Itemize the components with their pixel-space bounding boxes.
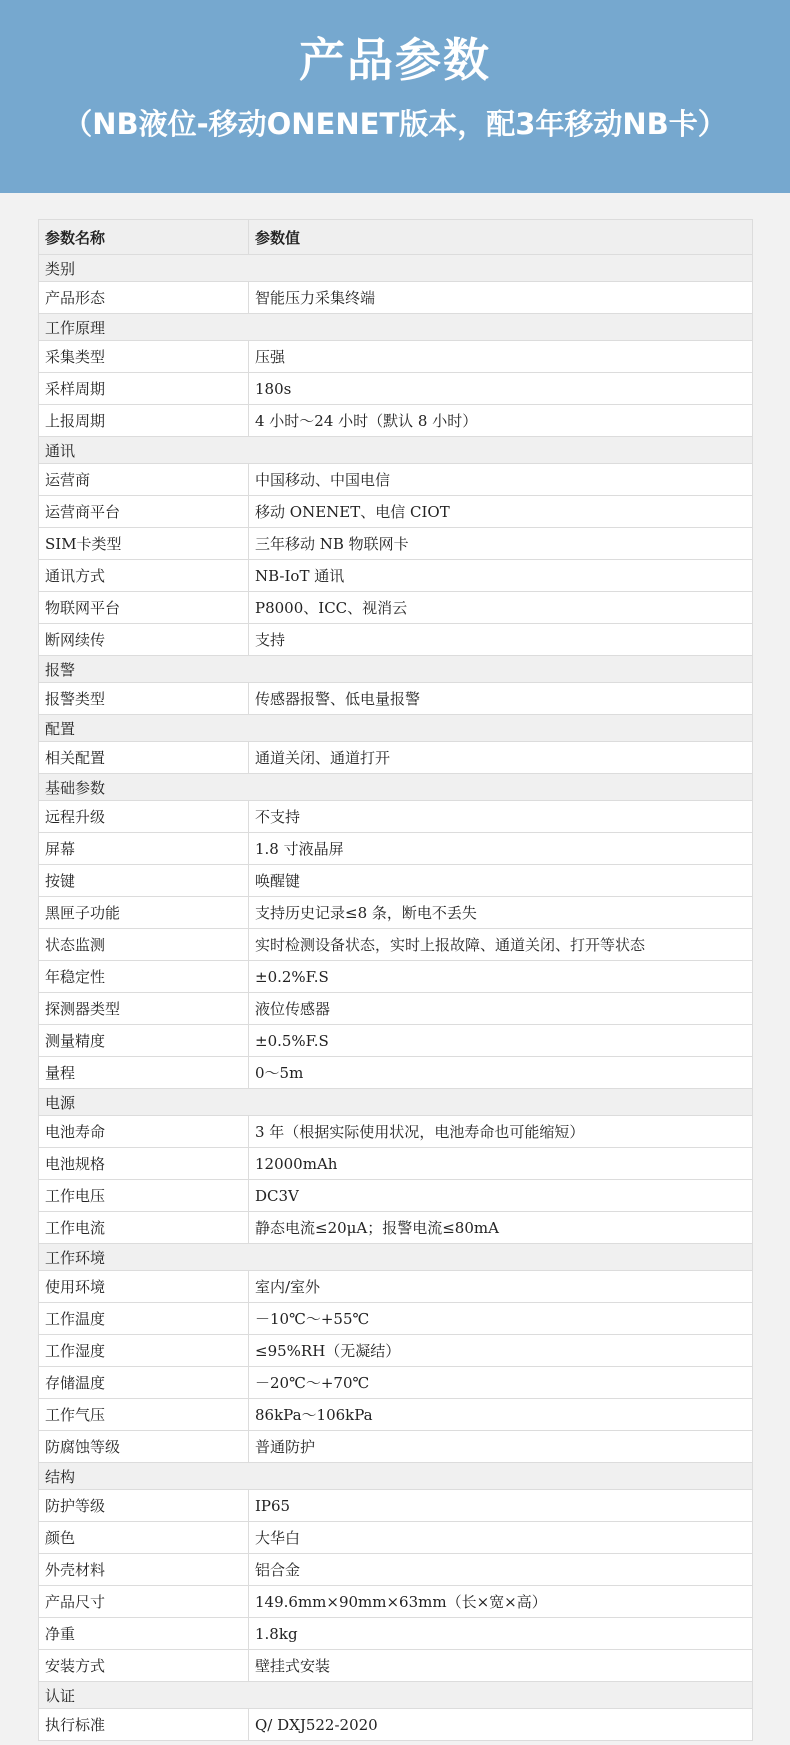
param-name-cell: 防腐蚀等级 — [39, 1431, 249, 1463]
param-name-cell: 电池规格 — [39, 1148, 249, 1180]
table-row — [39, 865, 753, 897]
param-value-cell: 唤醒键 — [249, 865, 753, 897]
table-row — [39, 1399, 753, 1431]
param-name-cell: 量程 — [39, 1057, 249, 1089]
table-row — [39, 1522, 753, 1554]
param-value-cell: 3 年（根据实际使用状况，电池寿命也可能缩短） — [249, 1116, 753, 1148]
param-name-cell: 工作温度 — [39, 1303, 249, 1335]
section-title: 结构 — [39, 1463, 753, 1490]
param-value-cell: 压强 — [249, 341, 753, 373]
param-value-cell: 4 小时～24 小时（默认 8 小时） — [249, 405, 753, 437]
table-row — [39, 1431, 753, 1463]
header-banner — [0, 0, 790, 193]
param-value-cell: DC3V — [249, 1180, 753, 1212]
param-value-cell: 智能压力采集终端 — [249, 282, 753, 314]
param-value-cell: 中国移动、中国电信 — [249, 464, 753, 496]
param-value-cell: 大华白 — [249, 1522, 753, 1554]
param-value-cell: IP65 — [249, 1490, 753, 1522]
section-title: 配置 — [39, 715, 753, 742]
page-title: 产品参数 — [299, 33, 491, 87]
param-value-cell: 支持历史记录≤8 条，断电不丢失 — [249, 897, 753, 929]
section-title: 认证 — [39, 1682, 753, 1709]
param-value-cell: 149.6mm×90mm×63mm（长×宽×高） — [249, 1586, 753, 1618]
table-row — [39, 897, 753, 929]
table-row — [39, 1025, 753, 1057]
param-value-cell: P8000、ICC、视消云 — [249, 592, 753, 624]
section-title: 工作原理 — [39, 314, 753, 341]
param-value-cell: －20℃～+70℃ — [249, 1367, 753, 1399]
param-value-cell: 支持 — [249, 624, 753, 656]
table-row — [39, 560, 753, 592]
param-name-cell: 屏幕 — [39, 833, 249, 865]
param-value-cell: 180s — [249, 373, 753, 405]
section-title: 基础参数 — [39, 774, 753, 801]
table-row — [39, 1212, 753, 1244]
table-row — [39, 683, 753, 715]
table-row — [39, 1303, 753, 1335]
table-row — [39, 961, 753, 993]
param-name-cell: 运营商平台 — [39, 496, 249, 528]
param-name-cell: 净重 — [39, 1618, 249, 1650]
param-name-cell: 工作电流 — [39, 1212, 249, 1244]
param-value-cell: 1.8 寸液晶屏 — [249, 833, 753, 865]
param-value-cell: 室内/室外 — [249, 1271, 753, 1303]
table-row — [39, 464, 753, 496]
table-row — [39, 1116, 753, 1148]
table-row — [39, 742, 753, 774]
param-name-cell: 运营商 — [39, 464, 249, 496]
param-name-cell: 外壳材料 — [39, 1554, 249, 1586]
section-row — [39, 1682, 753, 1709]
section-title: 报警 — [39, 656, 753, 683]
param-name-cell: 电池寿命 — [39, 1116, 249, 1148]
section-row — [39, 255, 753, 282]
column-header-param-name: 参数名称 — [39, 220, 249, 255]
param-value-cell: 三年移动 NB 物联网卡 — [249, 528, 753, 560]
param-value-cell: 铝合金 — [249, 1554, 753, 1586]
table-row — [39, 1709, 753, 1741]
section-row — [39, 437, 753, 464]
section-title: 工作环境 — [39, 1244, 753, 1271]
table-row — [39, 1650, 753, 1682]
param-value-cell: 壁挂式安装 — [249, 1650, 753, 1682]
param-name-cell: 采集类型 — [39, 341, 249, 373]
param-value-cell: －10℃～+55℃ — [249, 1303, 753, 1335]
param-name-cell: 状态监测 — [39, 929, 249, 961]
table-row — [39, 496, 753, 528]
param-value-cell: 86kPa～106kPa — [249, 1399, 753, 1431]
param-name-cell: 年稳定性 — [39, 961, 249, 993]
param-name-cell: 产品尺寸 — [39, 1586, 249, 1618]
param-value-cell: 静态电流≤20μA；报警电流≤80mA — [249, 1212, 753, 1244]
section-row — [39, 774, 753, 801]
param-value-cell: 普通防护 — [249, 1431, 753, 1463]
table-row — [39, 1586, 753, 1618]
param-name-cell: SIM卡类型 — [39, 528, 249, 560]
param-value-cell: ≤95%RH（无凝结） — [249, 1335, 753, 1367]
param-value-cell: NB-IoT 通讯 — [249, 560, 753, 592]
param-name-cell: 执行标准 — [39, 1709, 249, 1741]
section-title: 类别 — [39, 255, 753, 282]
table-row — [39, 1148, 753, 1180]
param-value-cell: 液位传感器 — [249, 993, 753, 1025]
table-row — [39, 1335, 753, 1367]
section-row — [39, 314, 753, 341]
param-name-cell: 防护等级 — [39, 1490, 249, 1522]
section-row — [39, 715, 753, 742]
param-name-cell: 相关配置 — [39, 742, 249, 774]
section-row — [39, 1244, 753, 1271]
param-name-cell: 通讯方式 — [39, 560, 249, 592]
param-name-cell: 工作电压 — [39, 1180, 249, 1212]
table-row — [39, 1554, 753, 1586]
section-row — [39, 1463, 753, 1490]
table-row — [39, 1180, 753, 1212]
param-value-cell: 实时检测设备状态，实时上报故障、通道关闭、打开等状态 — [249, 929, 753, 961]
param-value-cell: 移动 ONENET、电信 CIOT — [249, 496, 753, 528]
param-name-cell: 远程升级 — [39, 801, 249, 833]
param-name-cell: 工作湿度 — [39, 1335, 249, 1367]
param-value-cell: ±0.2%F.S — [249, 961, 753, 993]
table-row — [39, 1490, 753, 1522]
param-value-cell: 1.8kg — [249, 1618, 753, 1650]
table-row — [39, 993, 753, 1025]
table-row — [39, 1618, 753, 1650]
param-name-cell: 报警类型 — [39, 683, 249, 715]
page-subtitle: （NB液位-移动ONENET版本，配3年移动NB卡） — [63, 107, 727, 141]
table-row — [39, 282, 753, 314]
param-value-cell: Q/ DXJ522-2020 — [249, 1709, 753, 1741]
table-row — [39, 405, 753, 437]
table-row — [39, 833, 753, 865]
table-row — [39, 1271, 753, 1303]
param-name-cell: 存储温度 — [39, 1367, 249, 1399]
param-value-cell: 不支持 — [249, 801, 753, 833]
table-row — [39, 801, 753, 833]
param-value-cell: 12000mAh — [249, 1148, 753, 1180]
param-value-cell: 0～5m — [249, 1057, 753, 1089]
param-name-cell: 断网续传 — [39, 624, 249, 656]
table-row — [39, 624, 753, 656]
table-row — [39, 1367, 753, 1399]
column-header-param-value: 参数值 — [249, 220, 753, 255]
param-name-cell: 产品形态 — [39, 282, 249, 314]
param-value-cell: 通道关闭、通道打开 — [249, 742, 753, 774]
param-name-cell: 颜色 — [39, 1522, 249, 1554]
table-row — [39, 592, 753, 624]
param-name-cell: 探测器类型 — [39, 993, 249, 1025]
spec-table-container — [38, 219, 752, 1741]
param-name-cell: 使用环境 — [39, 1271, 249, 1303]
table-row — [39, 373, 753, 405]
table-row — [39, 929, 753, 961]
param-name-cell: 工作气压 — [39, 1399, 249, 1431]
param-name-cell: 采样周期 — [39, 373, 249, 405]
param-value-cell: 传感器报警、低电量报警 — [249, 683, 753, 715]
table-header-row — [39, 220, 753, 255]
param-value-cell: ±0.5%F.S — [249, 1025, 753, 1057]
param-name-cell: 安装方式 — [39, 1650, 249, 1682]
table-row — [39, 528, 753, 560]
section-title: 通讯 — [39, 437, 753, 464]
spec-table — [38, 219, 753, 1741]
section-title: 电源 — [39, 1089, 753, 1116]
table-row — [39, 341, 753, 373]
param-name-cell: 测量精度 — [39, 1025, 249, 1057]
param-name-cell: 按键 — [39, 865, 249, 897]
section-row — [39, 656, 753, 683]
table-row — [39, 1057, 753, 1089]
spec-table-body — [39, 255, 753, 1741]
section-row — [39, 1089, 753, 1116]
param-name-cell: 上报周期 — [39, 405, 249, 437]
param-name-cell: 物联网平台 — [39, 592, 249, 624]
param-name-cell: 黑匣子功能 — [39, 897, 249, 929]
